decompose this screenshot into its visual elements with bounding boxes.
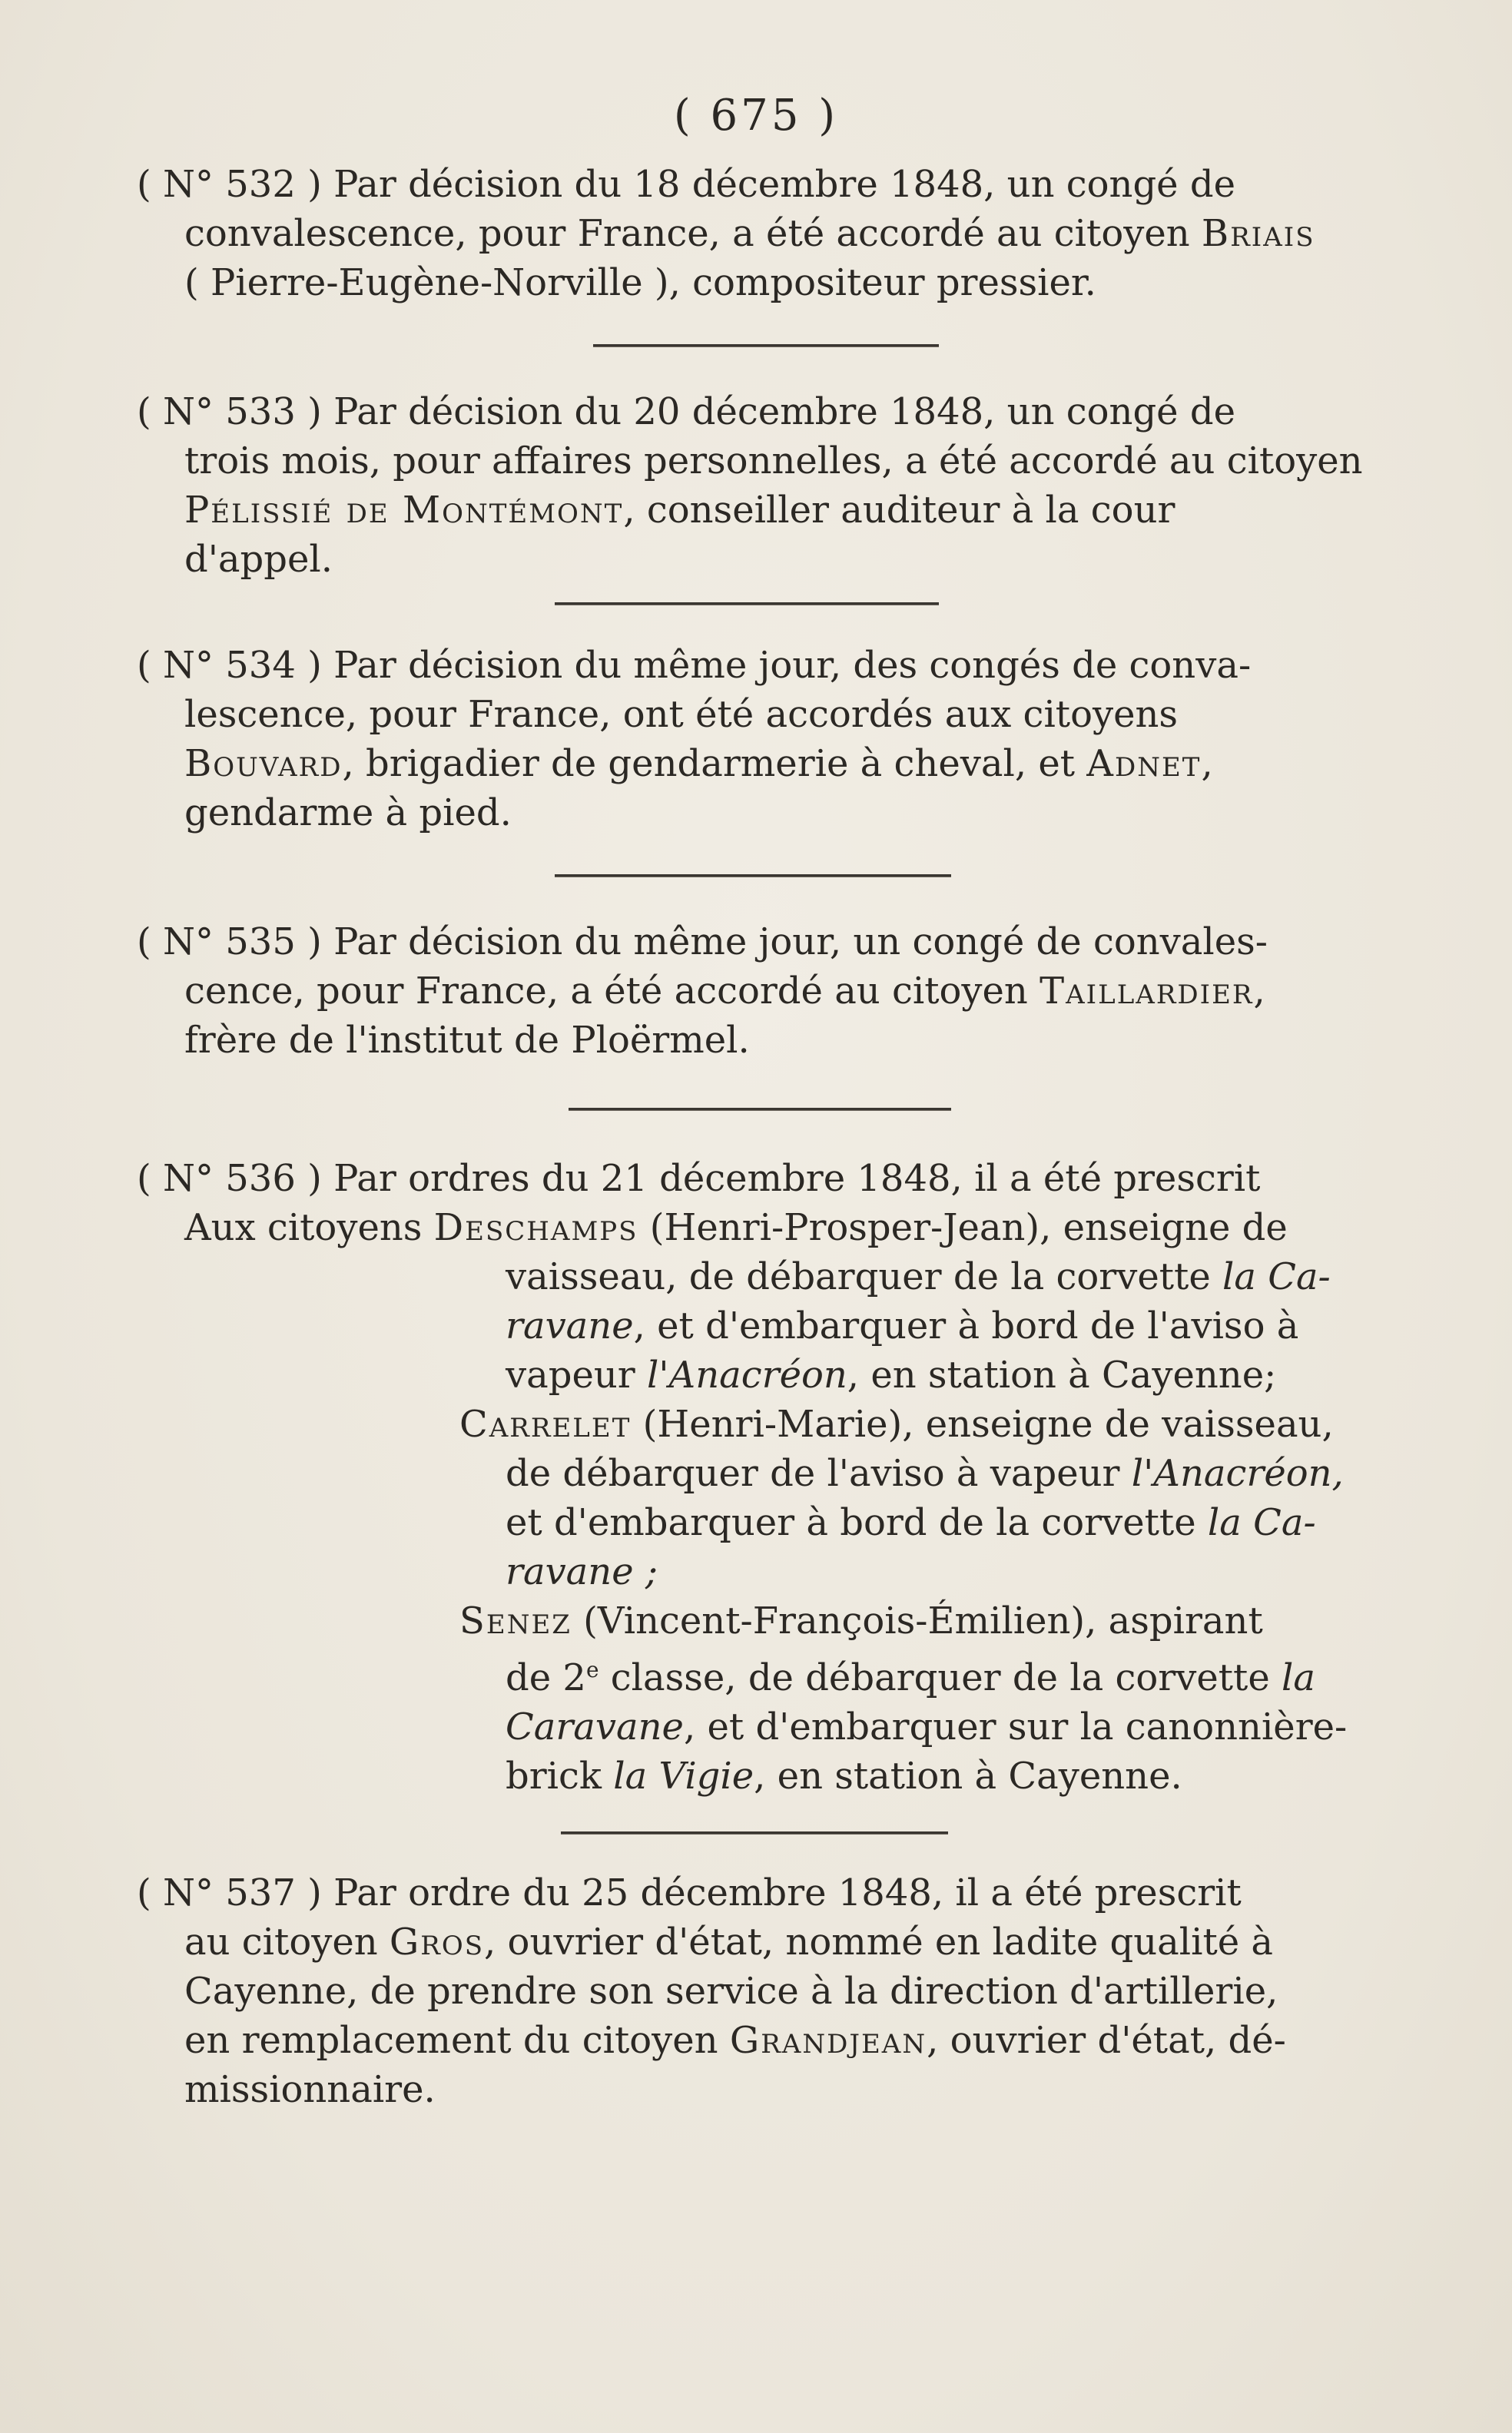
entry-text: Aux citoyens (184, 1206, 423, 1249)
person-name: Bouvard (184, 742, 343, 785)
entry-text: , ouvrier d'état, dé- (927, 2019, 1286, 2062)
entry-text: , ouvrier d'état, nommé en ladite qualité à (484, 1921, 1274, 1964)
entry-text: , conseiller auditeur à la cour (623, 489, 1175, 532)
entry-text: lescence, pour France, ont été accordés aux citoyens (184, 693, 1179, 736)
entry-text: Par décision du 18 décembre 1848, un congé de (333, 163, 1235, 206)
entry-number: ( N° 535 ) (137, 920, 322, 963)
entry-number: ( N° 533 ) (137, 390, 322, 433)
entry-text: Par décision du 20 décembre 1848, un congé de (333, 390, 1235, 433)
entry-text: de débarquer de l'aviso à vapeur (506, 1452, 1120, 1495)
entry-text: ( Pierre-Eugène-Norville ), compositeur pressier. (184, 261, 1096, 304)
entry-text: Par ordres du 21 décembre 1848, il a été prescrit (333, 1157, 1261, 1200)
entry-text: Par décision du même jour, des congés de conva- (333, 644, 1252, 687)
separator-rule (593, 344, 939, 347)
entry-number: ( N° 536 ) (137, 1157, 322, 1200)
entry-text: frère de l'institut de Ploërmel. (184, 1019, 750, 1062)
entry-535 (137, 917, 1381, 1065)
entry-text: , et d'embarquer à bord de l'aviso à (633, 1304, 1299, 1347)
ship-name: Caravane (506, 1705, 684, 1749)
entry-text: convalescence, pour France, a été accordé au citoyen (184, 212, 1190, 255)
separator-rule (555, 602, 939, 605)
ordinal-suffix: e (585, 1657, 599, 1682)
entry-text: vapeur (506, 1354, 635, 1397)
separator-rule (561, 1831, 948, 1835)
entry-number: ( N° 532 ) (137, 163, 322, 206)
ship-name: la Ca- (1222, 1255, 1331, 1298)
entry-text: gendarme à pied. (184, 791, 512, 834)
entry-text: cence, pour France, a été accordé au citoyen (184, 970, 1028, 1013)
entry-text: classe, de débarquer de la corvette (598, 1656, 1270, 1699)
person-name: Carrelet (459, 1403, 632, 1446)
separator-rule (555, 874, 951, 877)
entry-number: ( N° 534 ) (137, 644, 322, 687)
entry-text: (Henri-Marie), enseigne de vaisseau, (642, 1403, 1334, 1446)
ship-name: la (1282, 1656, 1315, 1699)
entry-text: missionnaire. (184, 2068, 436, 2111)
entry-text: et d'embarquer à bord de la corvette (506, 1501, 1196, 1544)
entry-text: Par décision du même jour, un congé de convales- (333, 920, 1268, 963)
page-number: ( 675 ) (673, 91, 839, 141)
ship-name: l'Anacréon, (1131, 1452, 1344, 1495)
ship-name: ravane (506, 1304, 634, 1347)
entry-text: de 2 (506, 1656, 586, 1699)
person-name: Taillardier (1040, 970, 1254, 1013)
entry-534 (137, 641, 1381, 837)
ship-name: l'Anacréon (647, 1354, 847, 1397)
person-name: Briais (1201, 212, 1315, 255)
entry-536 (137, 1154, 1381, 1801)
person-name: Pélissié de Montémont (184, 489, 624, 532)
entry-text: , en station à Cayenne. (754, 1755, 1182, 1798)
entry-537 (137, 1868, 1381, 2114)
person-name: Gros (389, 1921, 485, 1964)
entry-533 (137, 387, 1381, 584)
ship-name: la Ca- (1207, 1501, 1316, 1544)
entry-text: trois mois, pour affaires personnelles, a été accordé au citoyen (184, 439, 1363, 482)
entry-number: ( N° 537 ) (137, 1871, 322, 1914)
entry-text: , et d'embarquer sur la canonnière- (683, 1705, 1348, 1749)
punctuation: , (1253, 970, 1265, 1013)
entry-text: Par ordre du 25 décembre 1848, il a été prescrit (333, 1871, 1242, 1914)
entry-text: (Henri-Prosper-Jean), enseigne de (649, 1206, 1288, 1249)
entry-text: au citoyen (184, 1921, 378, 1964)
person-name: Adnet (1086, 742, 1202, 785)
entry-532 (137, 160, 1381, 307)
entry-text: Cayenne, de prendre son service à la direction d'artillerie, (184, 1970, 1278, 2013)
entry-text: vaisseau, de débarquer de la corvette (506, 1255, 1211, 1298)
entry-text: en remplacement du citoyen (184, 2019, 718, 2062)
entry-text: , brigadier de gendarmerie à cheval, et (342, 742, 1076, 785)
entry-text: (Vincent-François-Émilien), aspirant (583, 1599, 1263, 1642)
entry-text: brick (506, 1755, 602, 1798)
entry-text: , en station à Cayenne; (847, 1354, 1277, 1397)
person-name: Grandjean (729, 2019, 927, 2062)
ship-name: la Vigie (613, 1755, 754, 1798)
person-name: Deschamps (433, 1206, 638, 1249)
separator-rule (569, 1108, 951, 1111)
person-name: Senez (459, 1599, 572, 1642)
punctuation: , (1201, 742, 1213, 785)
ship-name: ravane ; (506, 1550, 658, 1593)
entry-text: d'appel. (184, 538, 333, 581)
